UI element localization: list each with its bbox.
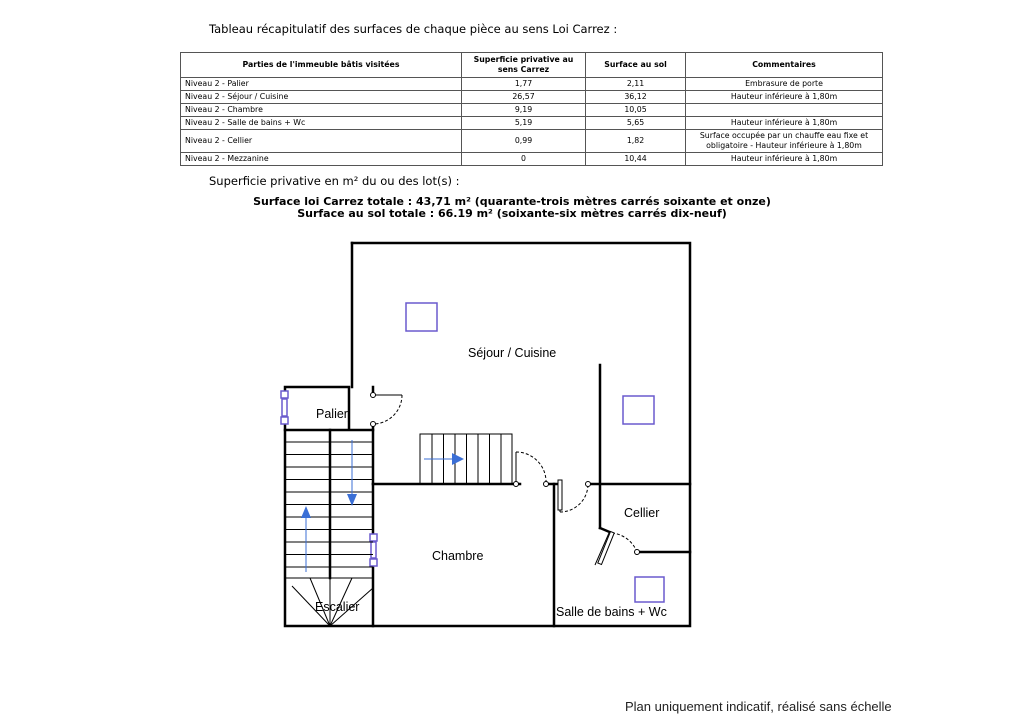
total-carrez: Surface loi Carrez totale : 43,71 m² (quarante-trois mètres carrés soixante et onze) — [253, 195, 771, 208]
header-comment: Commentaires — [686, 53, 883, 78]
header-sol: Surface au sol — [586, 53, 686, 78]
arrow-up-icon — [301, 506, 311, 518]
cell-sol: 10,05 — [586, 104, 686, 117]
cell-sol: 5,65 — [586, 117, 686, 130]
header-carrez: Superficie privative au sens Carrez — [462, 53, 586, 78]
cell-part: Niveau 2 - Cellier — [181, 130, 462, 153]
cell-carrez: 26,57 — [462, 91, 586, 104]
room-label-sejour: Séjour / Cuisine — [468, 346, 557, 360]
cell-sol: 36,12 — [586, 91, 686, 104]
window-icon — [635, 577, 664, 602]
cell-part: Niveau 2 - Salle de bains + Wc — [181, 117, 462, 130]
cell-part: Niveau 2 - Palier — [181, 78, 462, 91]
window-icon — [623, 396, 654, 424]
window-icon — [371, 542, 376, 558]
cell-carrez: 0,99 — [462, 130, 586, 153]
cell-carrez: 5,19 — [462, 117, 586, 130]
cell-part: Niveau 2 - Chambre — [181, 104, 462, 117]
room-label-escalier: Escalier — [315, 600, 360, 614]
cell-part: Niveau 2 - Séjour / Cuisine — [181, 91, 462, 104]
window-icon — [281, 391, 288, 398]
cell-carrez: 9,19 — [462, 104, 586, 117]
cell-sol: 2,11 — [586, 78, 686, 91]
cell-part: Niveau 2 - Mezzanine — [181, 153, 462, 166]
header-part: Parties de l'immeuble bâtis visitées — [181, 53, 462, 78]
cell-carrez: 1,77 — [462, 78, 586, 91]
cell-sol: 1,82 — [586, 130, 686, 153]
intro-text: Tableau récapitulatif des surfaces de chaque pièce au sens Loi Carrez : — [209, 22, 618, 36]
cell-comment: Hauteur inférieure à 1,80m — [686, 117, 883, 130]
cell-comment: Hauteur inférieure à 1,80m — [686, 153, 883, 166]
room-label-sdb: Salle de bains + Wc — [556, 605, 667, 619]
footnote: Plan uniquement indicatif, réalisé sans échelle — [625, 699, 892, 714]
window-icon — [406, 303, 437, 331]
room-label-cellier: Cellier — [624, 506, 660, 520]
cell-comment: Hauteur inférieure à 1,80m — [686, 91, 883, 104]
window-icon — [370, 559, 377, 566]
total-sol: Surface au sol totale : 66.19 m² (soixante-six mètres carrés dix-neuf) — [297, 207, 727, 219]
cell-comment: Embrasure de porte — [686, 78, 883, 91]
window-icon — [370, 534, 377, 541]
window-icon — [281, 417, 288, 424]
cell-comment: Surface occupée par un chauffe eau fixe et obligatoire - Hauteur inférieure à 1,80m — [686, 130, 883, 153]
cell-carrez: 0 — [462, 153, 586, 166]
window-icon — [282, 399, 287, 416]
room-label-palier: Palier — [316, 407, 348, 421]
subtitle: Superficie privative en m² du ou des lot(s) : — [209, 174, 460, 188]
cell-sol: 10,44 — [586, 153, 686, 166]
room-label-chambre: Chambre — [432, 549, 484, 563]
arrow-right-icon — [452, 453, 464, 465]
